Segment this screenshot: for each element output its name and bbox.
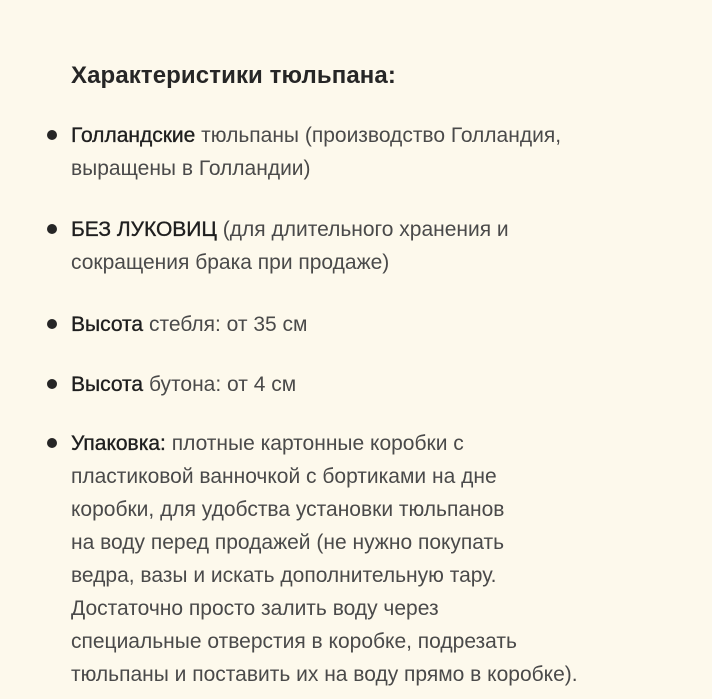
item-line: выращены в Голландии) — [71, 157, 311, 180]
item-line — [71, 213, 671, 246]
item-line: на воду перед продажей (не нужно покупать — [71, 531, 505, 554]
item-lead: БЕЗ ЛУКОВИЦ — [71, 218, 217, 241]
bullet-dot-icon — [47, 319, 57, 329]
bullet-dot-icon — [47, 438, 57, 448]
page-title: Характеристики тюльпана: — [71, 62, 396, 89]
item-line: специальные отверстия в коробке, подрезать — [71, 630, 517, 653]
item-text: (для длительного хранения и — [216, 218, 509, 241]
item-lead: Упаковка: — [71, 432, 166, 455]
list-item-origin — [71, 119, 671, 185]
item-text: стебля: от 35 см — [143, 313, 308, 336]
item-text: плотные картонные коробки с — [165, 432, 464, 455]
list-item-bud-height — [71, 368, 671, 401]
item-line: тюльпаны и поставить их на воду прямо в коробке). — [71, 663, 578, 686]
item-text: тюльпаны (производство Голландия, — [195, 124, 562, 147]
list-item-no-bulbs — [71, 213, 671, 279]
item-line: Достаточно просто залить воду через — [71, 597, 439, 620]
item-text: бутона: от 4 см — [143, 373, 297, 396]
item-lead: Голландские — [71, 124, 196, 147]
bullet-dot-icon — [47, 379, 57, 389]
list-item-packaging — [71, 427, 671, 691]
list-item-stem-height — [71, 308, 671, 341]
item-line: коробки, для удобства установки тюльпанов — [71, 498, 505, 521]
item-lead: Высота — [71, 373, 144, 396]
item-lead: Высота — [71, 313, 144, 336]
item-line — [71, 308, 671, 341]
item-line: пластиковой ванночкой с бортиками на дне — [71, 465, 497, 488]
bullet-dot-icon — [47, 224, 57, 234]
item-line — [71, 427, 671, 460]
item-line: ведра, вазы и искать дополнительную тару. — [71, 564, 497, 587]
item-line — [71, 368, 671, 401]
bullet-dot-icon — [47, 130, 57, 140]
item-line: сокращения брака при продаже) — [71, 251, 390, 274]
item-line — [71, 119, 671, 152]
